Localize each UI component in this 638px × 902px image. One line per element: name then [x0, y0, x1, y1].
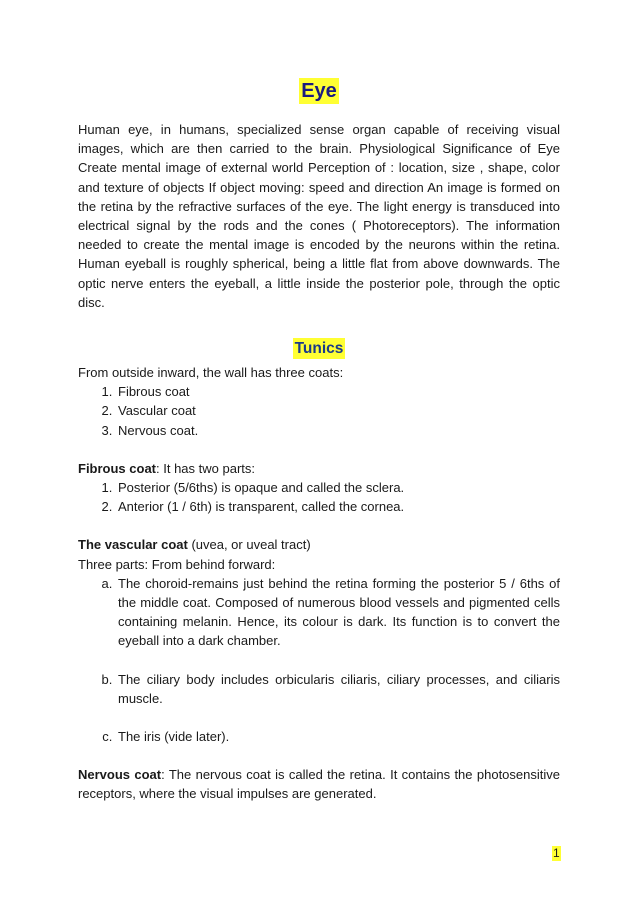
tunics-body: [78, 363, 560, 804]
fibrous-coat-paragraph: [78, 459, 560, 478]
vascular-coat-label: The vascular coat: [78, 537, 188, 553]
vascular-lead: Three parts: From behind forward:: [78, 556, 276, 572]
tunics-heading-container: [78, 338, 560, 359]
document-page: [78, 0, 560, 902]
nervous-coat-paragraph: [78, 765, 560, 803]
fibrous-coat-label: Fibrous coat: [78, 460, 157, 476]
tunics-heading: Tunics: [294, 340, 344, 357]
coat-item: 1. Fibrous coat: [116, 382, 560, 401]
title-container: [78, 78, 560, 104]
vascular-part-item: a. The choroid-remains just behind the retina forming the posterior 5 / 6ths of the middle coat. Composed of numerous blood vessels and pigmented cells containing melanin. Hence, its colour is dark. Its function is to convert the eyeball into a dark chamber.: [116, 574, 560, 651]
vascular-coat-text: (uvea, or uveal tract): [187, 537, 311, 553]
fibrous-coat-text: : It has two parts:: [156, 460, 256, 476]
coat-item: 3. Nervous coat.: [116, 421, 560, 440]
vascular-parts-list: [78, 574, 560, 746]
spacer: [78, 516, 560, 535]
vascular-part-item: b. The ciliary body includes orbicularis ciliaris, ciliary processes, and ciliaris muscle.: [116, 670, 560, 708]
fibrous-part-item: 1. Posterior (5/6ths) is opaque and called the sclera.: [116, 478, 560, 497]
spacer: [78, 440, 560, 459]
vascular-coat-paragraph: [78, 535, 560, 554]
page-number: 1: [553, 846, 560, 860]
fibrous-part-item: 2. Anterior (1 / 6th) is transparent, called the cornea.: [116, 497, 560, 516]
coats-list: [78, 382, 560, 440]
nervous-coat-label: Nervous coat: [78, 767, 162, 783]
tunics-lead: From outside inward, the wall has three coats:: [78, 365, 344, 380]
fibrous-parts-list: [78, 478, 560, 516]
intro-paragraph: Human eye, in humans, specialized sense organ capable of receiving visual images, which are then carried to the brain. Physiological Significance of Eye Create mental image of external world Perception of : location, size , shape, color and texture of objects If object moving: speed and direction An image is formed on the retina by the refractive surfaces of the eye. The light energy is transduced into electrical signal by the rods and the cones ( Photoreceptors). The information needed to create the mental image is encoded by the neurons within the retina. Human eyeball is roughly spherical, being a little flat from above downwards. The optic nerve enters the eyeball, a little inside the posterior pole, through the optic disc.: [78, 122, 560, 310]
spacer: [78, 746, 560, 765]
nervous-coat-text: : The nervous coat is called the retina. It contains the photosensitive receptors, where the visual impulses are generated.: [78, 767, 560, 802]
coat-item: 2. Vascular coat: [116, 401, 560, 420]
page-title: Eye: [301, 80, 337, 102]
vascular-part-item: c. The iris (vide later).: [116, 727, 560, 746]
